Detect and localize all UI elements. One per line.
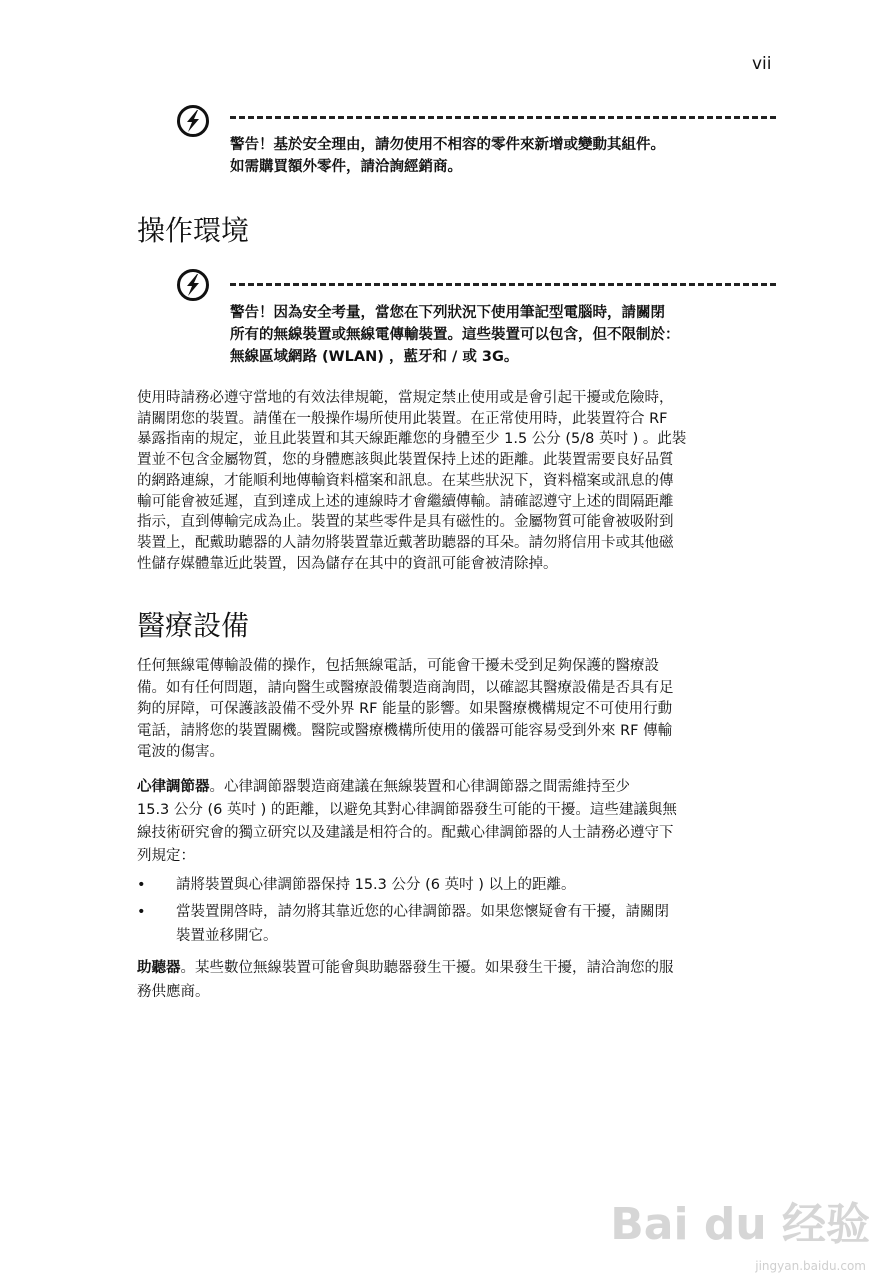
text-line: 。心律調節器製造商建議在無線裝置和心律調節器之間需維持至少 — [209, 779, 630, 795]
bullet-item — [176, 900, 669, 948]
text-line: 所有的無線裝置或無線電傳輸裝置。這些裝置可以包含，但不限制於： — [230, 327, 680, 343]
section-heading: 醫療設備 — [137, 609, 250, 642]
baidu-watermark-logo: Bai du 经验 — [610, 1199, 870, 1250]
bullet-item — [176, 873, 575, 897]
text-line: 備。如有任何問題，請向醫生或醫療設備製造商詢問，以確認其醫療設備是否具有足 — [137, 679, 674, 696]
bullet-icon: • — [137, 877, 146, 893]
text-line: 線技術研究會的獨立研究以及建議是相符合的。配戴心律調節器的人士請務必遵守下 — [137, 825, 674, 841]
page-number: vii — [752, 54, 772, 74]
text-line: 使用時請務必遵守當地的有效法律規範，當規定禁止使用或是會引起干擾或危險時， — [137, 390, 674, 406]
text-line: 指示，直到傳輸完成為止。裝置的某些零件是具有磁性的。金屬物質可能會被吸附到 — [137, 514, 674, 531]
lead-term: 心律調節器 — [137, 779, 210, 795]
text-line: 無線區域網路 (WLAN) ，藍牙和 / 或 3G。 — [230, 349, 519, 365]
text-line: 電波的傷害。 — [137, 744, 224, 760]
text-line: 如需購買額外零件，請洽詢經銷商。 — [230, 159, 462, 175]
divider — [230, 116, 776, 119]
text-line: 警告！基於安全理由，請勿使用不相容的零件來新增或變動其組件。 — [230, 137, 665, 153]
section-heading: 操作環境 — [137, 214, 250, 247]
text-line: 請關閉您的裝置。請僅在一般操作場所使用此裝置。在正常使用時，此裝置符合 RF — [137, 410, 668, 427]
hearing-aid-paragraph — [137, 956, 782, 1004]
text-line: 列規定： — [137, 848, 195, 864]
paragraph — [137, 656, 782, 764]
text-line: 電話，請將您的裝置關機。醫院或醫療機構所使用的儀器可能容易受到外來 RF 傳輸 — [137, 722, 673, 739]
warning-lightning-icon — [176, 268, 210, 302]
text-line: 務供應商。 — [137, 984, 210, 1000]
text-line: 警告！因為安全考量，當您在下列狀況下使用筆記型電腦時，請關閉 — [230, 305, 665, 321]
watermark-url: jingyan.baidu.com — [755, 1259, 866, 1273]
warning-text — [230, 302, 680, 368]
bullet-icon: • — [137, 904, 146, 920]
text-line: 當裝置開啓時，請勿將其靠近您的心律調節器。如果您懷疑會有干擾，請關閉 — [176, 904, 669, 920]
text-line: 性儲存媒體靠近此裝置，因為儲存在其中的資訊可能會被清除掉。 — [137, 555, 558, 572]
warning-lightning-icon — [176, 104, 210, 138]
text-line: 置並不包含金屬物質，您的身體應該與此裝置保持上述的距離。此裝置需要良好品質 — [137, 452, 674, 469]
paragraph — [137, 388, 782, 574]
text-line: 。某些數位無線裝置可能會與助聽器發生干擾。如果發生干擾，請洽詢您的服 — [180, 960, 674, 976]
text-line: 夠的屏障，可保護該設備不受外界 RF 能量的影響。如果醫療機構規定不可使用行動 — [137, 701, 673, 717]
text-line: 暴露指南的規定，並且此裝置和其天線距離您的身體至少 1.5 公分 (5/8 英吋 ) 。此裝 — [137, 431, 687, 448]
text-line: 15.3 公分 (6 英吋 ) 的距離，以避免其對心律調節器發生可能的干擾。這些建議與無 — [137, 802, 677, 818]
lead-term: 助聽器 — [137, 960, 181, 976]
text-line: 裝置並移開它。 — [176, 928, 278, 944]
text-line: 請將裝置與心律調節器保持 15.3 公分 (6 英吋 ) 以上的距離。 — [176, 877, 576, 893]
divider — [230, 283, 776, 286]
text-line: 任何無線電傳輸設備的操作，包括無線電話，可能會干擾未受到足夠保護的醫療設 — [137, 658, 659, 674]
warning-text — [230, 134, 665, 178]
text-line: 輸可能會被延遲，直到達成上述的連線時才會繼續傳輸。請確認遵守上述的間隔距離 — [137, 493, 674, 510]
text-line: 的網路連線，才能順利地傳輸資料檔案和訊息。在某些狀況下，資料檔案或訊息的傳 — [137, 472, 674, 489]
text-line: 裝置上，配戴助聽器的人請勿將裝置靠近戴著助聽器的耳朵。請勿將信用卡或其他磁 — [137, 534, 674, 551]
pacemaker-paragraph — [137, 776, 782, 868]
